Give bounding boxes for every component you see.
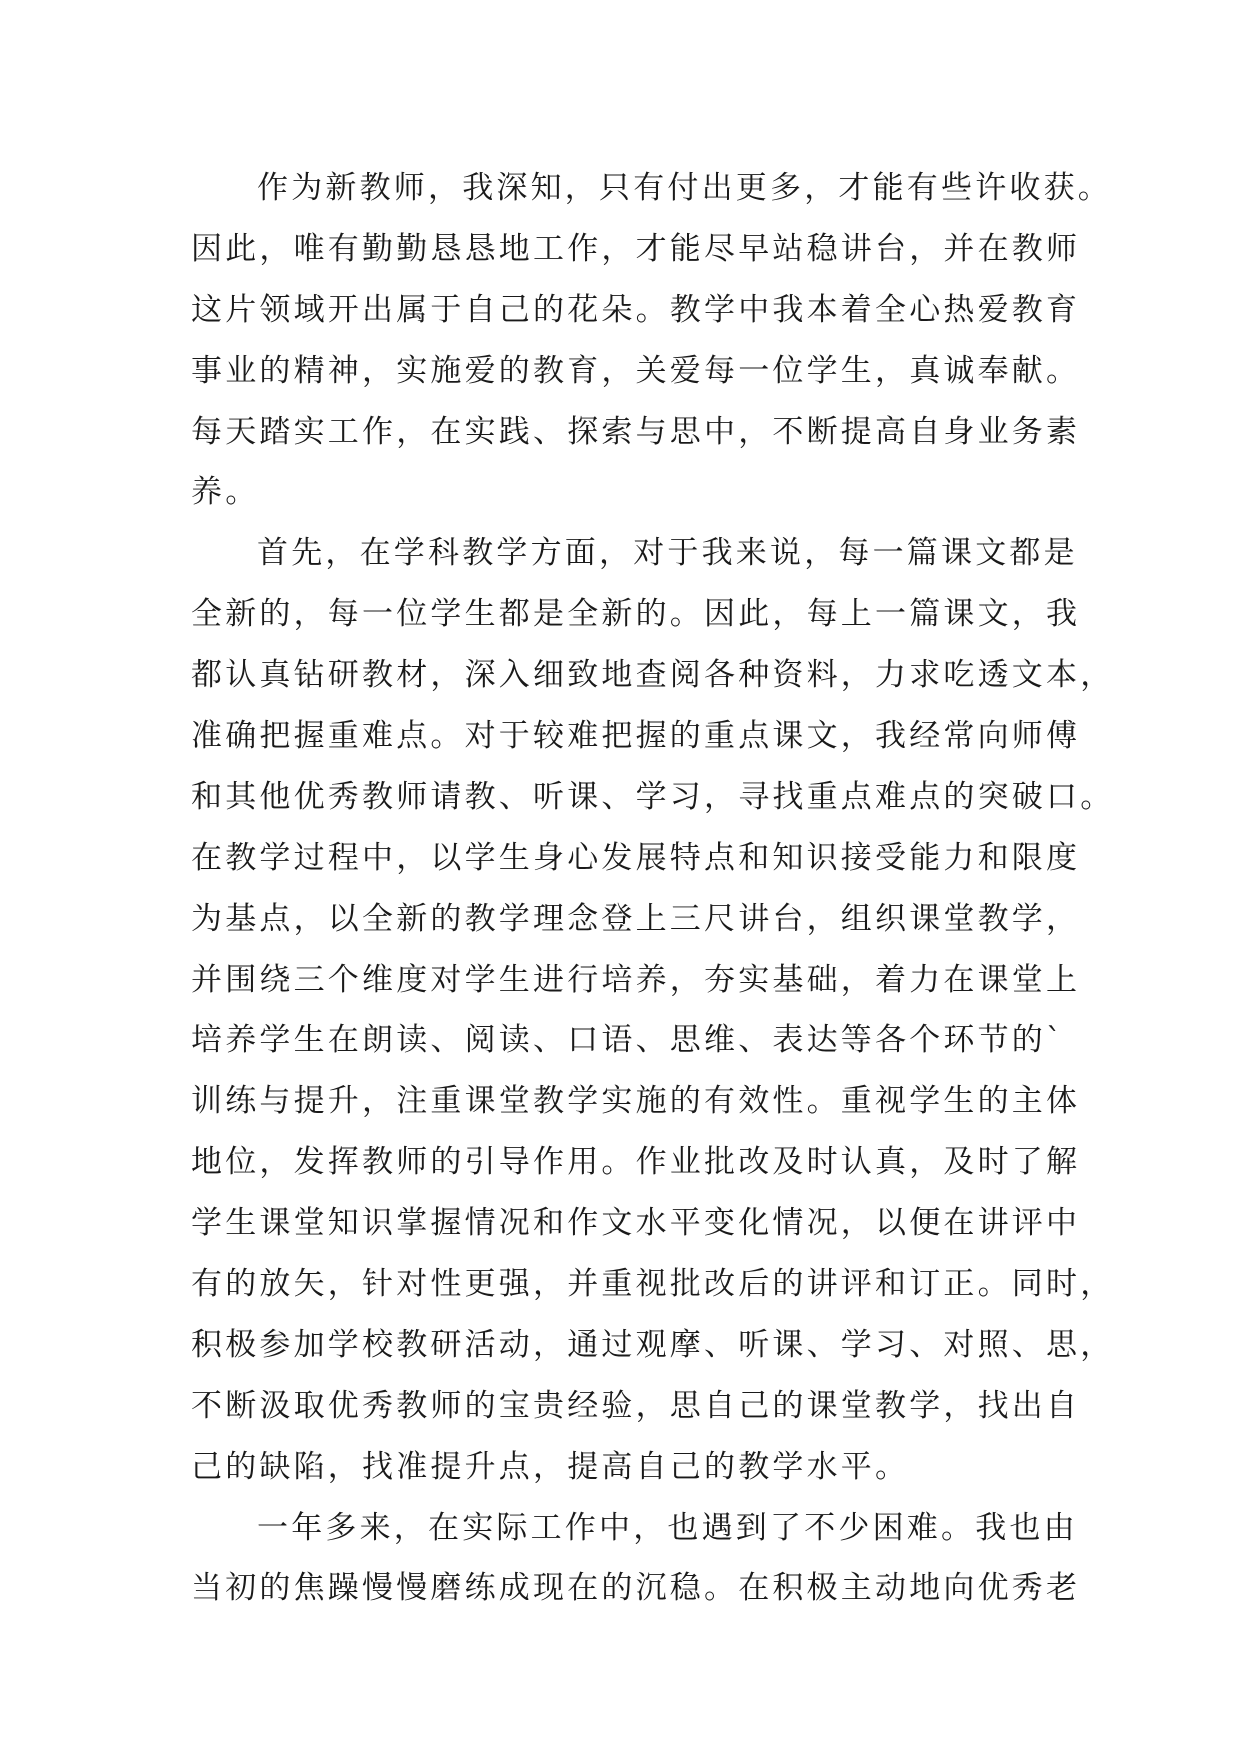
text-line: 一年多来，在实际工作中，也遇到了不少困难。我也由 (257, 1509, 1078, 1546)
text-line: 地位，发挥教师的引导作用。作业批改及时认真，及时了解 (191, 1144, 1081, 1181)
text-line: 己的缺陷，找准提升点，提高自己的教学水平。 (191, 1448, 910, 1485)
text-line: 准确把握重难点。对于较难把握的重点课文，我经常向师傅 (191, 718, 1081, 755)
text-line: 事业的精神，实施爱的教育，关爱每一位学生，真诚奉献。 (191, 352, 1081, 389)
text-line: 和其他优秀教师请教、听课、学习，寻找重点难点的突破口。 (191, 778, 1115, 815)
text-line: 因此，唯有勤勤恳恳地工作，才能尽早站稳讲台，并在教师 (191, 230, 1081, 267)
text-line: 当初的焦躁慢慢磨练成现在的沉稳。在积极主动地向优秀老 (191, 1570, 1081, 1607)
paragraph-2 (191, 523, 1115, 1497)
text-line: 学生课堂知识掌握情况和作文水平变化情况，以便在讲评中 (191, 1205, 1081, 1242)
text-line: 每天踏实工作，在实践、探索与思中，不断提高自身业务素 (191, 413, 1081, 450)
body-text (191, 158, 1115, 1619)
paragraph-1 (191, 158, 1112, 523)
text-line: 积极参加学校教研活动，通过观摩、听课、学习、对照、思， (191, 1326, 1115, 1363)
text-line: 训练与提升，注重课堂教学实施的有效性。重视学生的主体 (191, 1083, 1081, 1120)
text-line: 有的放矢，针对性更强，并重视批改后的讲评和订正。同时， (191, 1266, 1115, 1303)
text-line: 培养学生在朗读、阅读、口语、思维、表达等各个环节的` (191, 1022, 1065, 1059)
text-line: 养。 (191, 474, 260, 511)
text-line: 这片领域开出属于自己的花朵。教学中我本着全心热爱教育 (191, 291, 1081, 328)
text-line: 不断汲取优秀教师的宝贵经验，思自己的课堂教学，找出自 (191, 1387, 1081, 1424)
text-line: 为基点，以全新的教学理念登上三尺讲台，组织课堂教学， (191, 900, 1081, 937)
text-line: 首先，在学科教学方面，对于我来说，每一篇课文都是 (257, 535, 1078, 572)
text-line: 都认真钻研教材，深入细致地查阅各种资料，力求吃透文本， (191, 657, 1115, 694)
text-line: 全新的，每一位学生都是全新的。因此，每上一篇课文，我 (191, 596, 1081, 633)
paragraph-3 (191, 1498, 1081, 1620)
text-line: 在教学过程中，以学生身心发展特点和知识接受能力和限度 (191, 839, 1081, 876)
text-line: 作为新教师，我深知，只有付出更多，才能有些许收获。 (257, 170, 1112, 206)
text-line: 并围绕三个维度对学生进行培养，夯实基础，着力在课堂上 (191, 961, 1081, 998)
